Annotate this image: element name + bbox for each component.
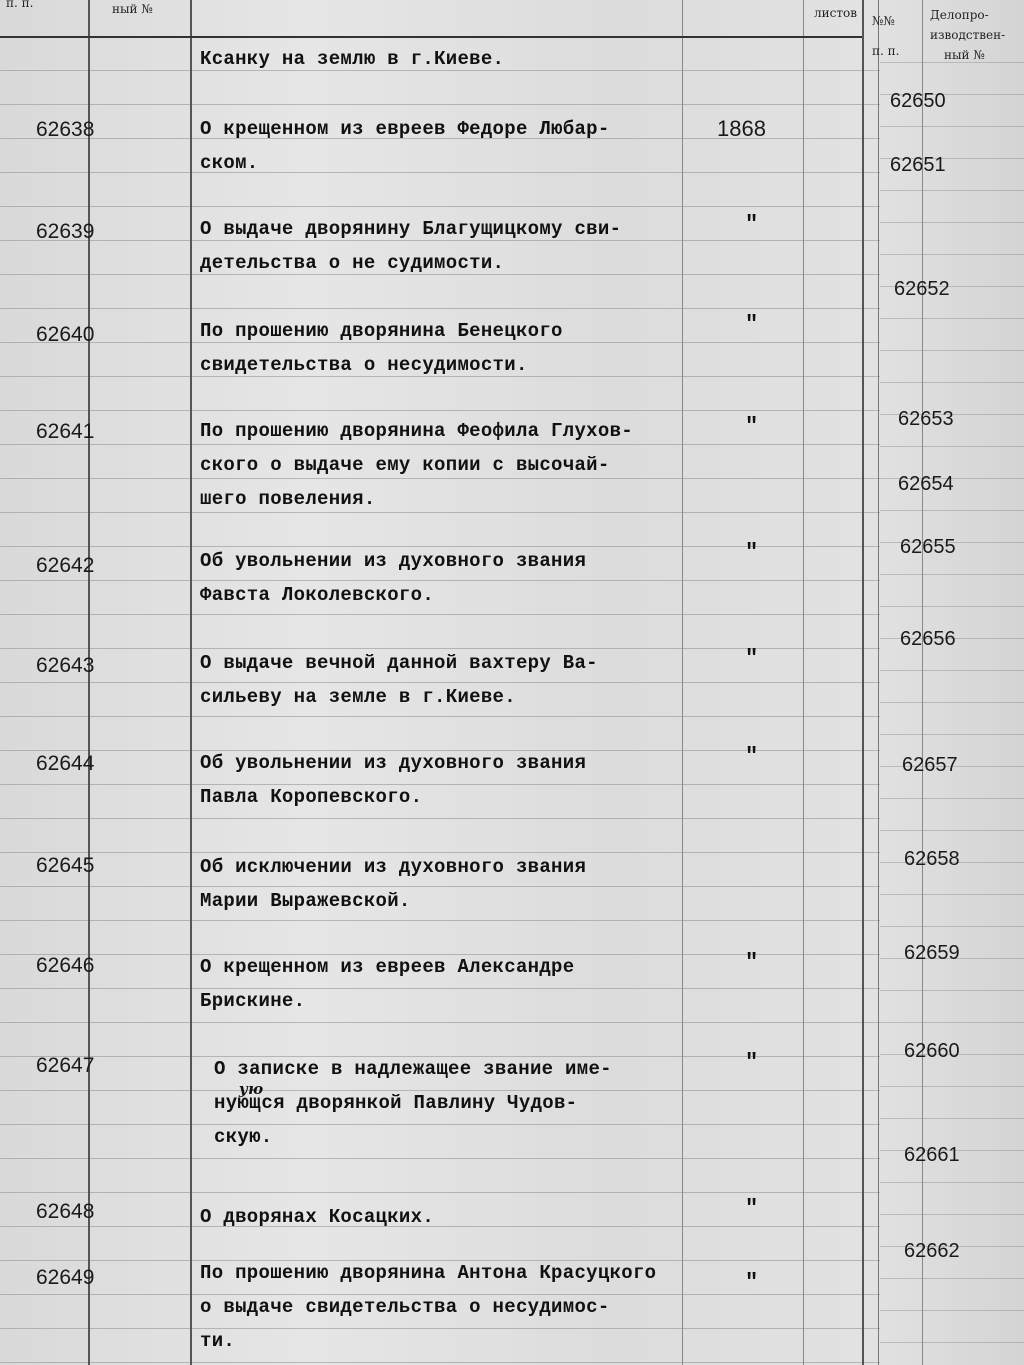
entry-text: По прошению дворянина Бенецкого свидетельства о несудимости. (200, 320, 563, 376)
ruled-line (880, 1310, 1024, 1311)
header-col5b: п. п. (872, 44, 900, 58)
ruled-line (880, 798, 1024, 799)
column-divider (190, 0, 192, 1365)
ruled-line (0, 614, 880, 615)
ruled-line (880, 254, 1024, 255)
entry-text: О крещенном из евреев Федоре Любар- ском. (200, 118, 610, 174)
entry-number: 62649 (36, 1266, 95, 1289)
ruled-line (880, 510, 1024, 511)
entry-text: О крещенном из евреев Александре Брискине. (200, 956, 575, 1012)
column-divider (88, 0, 90, 1365)
ditto-mark: " (745, 646, 759, 671)
entry-text: По прошению дворянина Феофила Глухов- ского о выдаче ему копии с высочай- шего повеления. (200, 420, 633, 510)
right-number: 62655 (900, 536, 956, 558)
ruled-line (0, 1158, 880, 1159)
ruled-line (880, 574, 1024, 575)
ruled-line (880, 1214, 1024, 1215)
right-number: 62656 (900, 628, 956, 650)
header-col5a: №№ (872, 14, 895, 28)
ditto-mark: " (745, 414, 759, 439)
right-number: 62651 (890, 154, 946, 176)
header-col4: листов (814, 6, 857, 20)
ruled-line (880, 222, 1024, 223)
right-number: 62650 (890, 90, 946, 112)
right-number: 62653 (898, 408, 954, 430)
entry-number: 62639 (36, 220, 95, 243)
entry-number: 62646 (36, 954, 95, 977)
right-number: 62654 (898, 473, 954, 495)
entry-number: 62638 (36, 118, 95, 141)
ruled-line (880, 1086, 1024, 1087)
header-col2: ный № (112, 2, 153, 16)
ditto-mark: " (745, 744, 759, 769)
ruled-line (0, 818, 880, 819)
entry-number: 62644 (36, 752, 95, 775)
ruled-line (880, 990, 1024, 991)
ditto-mark: " (745, 1270, 759, 1295)
ditto-mark: " (745, 1050, 759, 1075)
ruled-line (0, 104, 880, 105)
entry-text: О выдаче вечной данной вахтеру Ва- сильеву на земле в г.Киеве. (200, 652, 598, 708)
right-number: 62652 (894, 278, 950, 300)
ditto-mark: " (745, 950, 759, 975)
entry-text: По прошению дворянина Антона Красуцкого о выдаче свидетельства о несудимос- ти. (200, 1262, 657, 1352)
entry-number: 62647 (36, 1054, 95, 1077)
entry-text: О дворянах Косацких. (200, 1206, 435, 1228)
right-number: 62661 (904, 1144, 960, 1166)
ruled-line (880, 318, 1024, 319)
ruled-line (0, 308, 880, 309)
column-divider (862, 0, 864, 1365)
right-number: 62662 (904, 1240, 960, 1262)
ruled-line (0, 716, 880, 717)
entry-text: Об исключении из духовного звания Марии Выражевской. (200, 856, 587, 912)
ruled-line (880, 894, 1024, 895)
right-number: 62657 (902, 754, 958, 776)
entry-text: О выдаче дворянину Благущицкому сви- детельства о не судимости. (200, 218, 622, 274)
ruled-line (0, 1226, 880, 1227)
entry-year: 1868 (717, 116, 766, 141)
ruled-line (880, 1118, 1024, 1119)
ruled-line (880, 1022, 1024, 1023)
entry-text: О записке в надлежащее звание име- нующ$^{ую}$ся дворянкой Павлину Чудов- скую. (214, 1058, 612, 1148)
ruled-line (0, 1022, 880, 1023)
ruled-line (0, 1362, 880, 1363)
ruled-line (880, 446, 1024, 447)
ditto-mark: " (745, 312, 759, 337)
right-number: 62658 (904, 848, 960, 870)
ruled-line (880, 606, 1024, 607)
ruled-line (880, 126, 1024, 127)
header-col6a: Делопро- (930, 8, 989, 22)
ruled-line (880, 926, 1024, 927)
ruled-line (880, 1278, 1024, 1279)
ditto-mark: " (745, 1196, 759, 1221)
right-number: 62659 (904, 942, 960, 964)
ruled-line (880, 1182, 1024, 1183)
entry-number: 62645 (36, 854, 95, 877)
entry-text: Об увольнении из духовного звания Павла Коропевского. (200, 752, 587, 808)
ruled-line (880, 670, 1024, 671)
ruled-line (880, 382, 1024, 383)
entry-text: Ксанку на землю в г.Киеве. (200, 48, 505, 70)
ruled-line (880, 702, 1024, 703)
entry-number: 62648 (36, 1200, 95, 1223)
ruled-line (880, 1342, 1024, 1343)
ruled-line (880, 350, 1024, 351)
entry-number: 62641 (36, 420, 95, 443)
ruled-line (880, 62, 1024, 63)
column-divider (682, 0, 683, 1365)
column-divider (878, 0, 879, 1365)
header-col1: п. п. (6, 0, 34, 10)
ruled-line (0, 1192, 880, 1193)
ruled-line (880, 190, 1024, 191)
ruled-line (880, 830, 1024, 831)
ruled-line (0, 206, 880, 207)
ditto-mark: " (745, 540, 759, 565)
entry-number: 62642 (36, 554, 95, 577)
entry-number: 62643 (36, 654, 95, 677)
ruled-line (0, 410, 880, 411)
right-number: 62660 (904, 1040, 960, 1062)
entry-text: Об увольнении из духовного звания Фавста Локолевского. (200, 550, 587, 606)
ruled-line (0, 920, 880, 921)
header-col6c: ный № (944, 48, 985, 62)
handwritten-correction: ую (238, 1080, 264, 1098)
column-divider (803, 0, 804, 1365)
header-col6b: изводствен- (930, 28, 1006, 42)
entry-number: 62640 (36, 323, 95, 346)
ditto-mark: " (745, 212, 759, 237)
ruled-line (880, 734, 1024, 735)
header-rule (0, 36, 862, 38)
